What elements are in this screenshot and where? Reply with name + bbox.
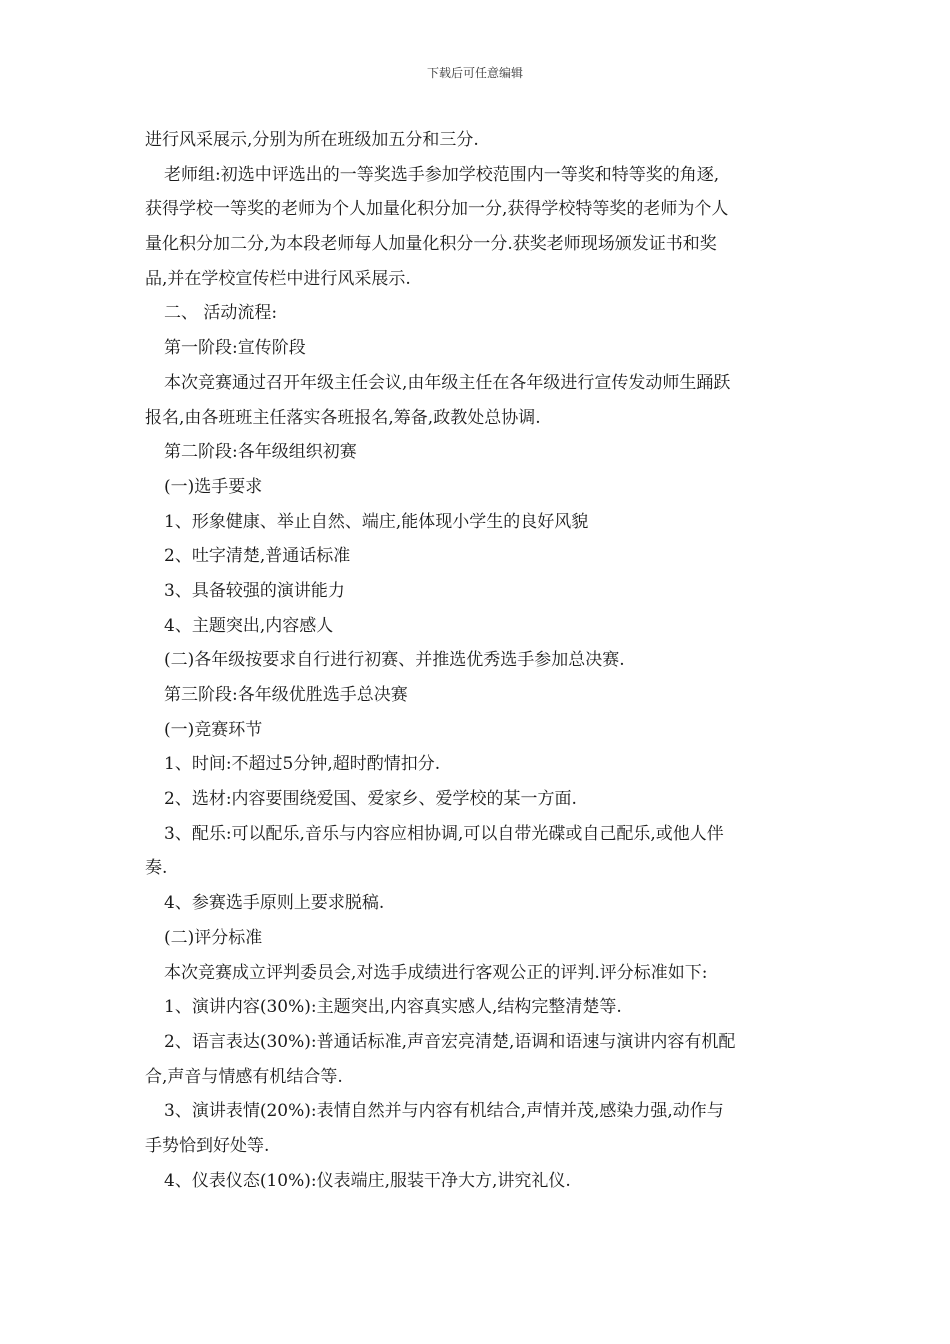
paragraph-line: 1、形象健康、举止自然、端庄,能体现小学生的良好风貌 bbox=[164, 511, 589, 532]
paragraph-line: (一)竞赛环节 bbox=[164, 719, 263, 740]
paragraph-line: 手势恰到好处等. bbox=[145, 1135, 270, 1156]
paragraph-line: 合,声音与情感有机结合等. bbox=[145, 1066, 343, 1087]
paragraph-line: 进行风采展示,分别为所在班级加五分和三分. bbox=[145, 130, 479, 150]
paragraph-line: 3、演讲表情(20%):表情自然并与内容有机结合,声情并茂,感染力强,动作与 bbox=[164, 1101, 724, 1122]
paragraph-line: 2、选材:内容要围绕爱国、爱家乡、爱学校的某一方面. bbox=[164, 789, 577, 810]
paragraph-line: 本次竞赛通过召开年级主任会议,由年级主任在各年级进行宣传发动师生踊跃 bbox=[164, 372, 731, 393]
paragraph-line: 4、参赛选手原则上要求脱稿. bbox=[164, 893, 385, 914]
paragraph-line: 3、配乐:可以配乐,音乐与内容应相协调,可以自带光碟或自己配乐,或他人伴 bbox=[164, 823, 724, 844]
paragraph-line: 3、具备较强的演讲能力 bbox=[164, 580, 345, 601]
paragraph-line: 第二阶段:各年级组织初赛 bbox=[164, 442, 357, 463]
paragraph-line: 第三阶段:各年级优胜选手总决赛 bbox=[164, 685, 408, 705]
paragraph-line: 1、时间:不超过5分钟,超时酌情扣分. bbox=[164, 754, 441, 775]
paragraph-line: 品,并在学校宣传栏中进行风采展示. bbox=[145, 268, 411, 289]
paragraph-line: (一)选手要求 bbox=[164, 476, 263, 497]
paragraph-line: 报名,由各班班主任落实各班报名,筹备,政教处总协调. bbox=[145, 407, 541, 428]
paragraph-line: 量化积分加二分,为本段老师每人加量化积分一分.获奖老师现场颁发证书和奖 bbox=[145, 234, 717, 255]
paragraph-line: 本次竞赛成立评判委员会,对选手成绩进行客观公正的评判.评分标准如下: bbox=[164, 962, 708, 983]
paragraph-line: 二、 活动流程: bbox=[164, 303, 278, 324]
paragraph-line: (二)各年级按要求自行进行初赛、并推选优秀选手参加总决赛. bbox=[164, 650, 625, 671]
page-header: 下载后可任意编辑 bbox=[426, 66, 523, 80]
paragraph-line: 1、演讲内容(30%):主题突出,内容真实感人,结构完整清楚等. bbox=[164, 997, 622, 1018]
paragraph-line: 获得学校一等奖的老师为个人加量化积分加一分,获得学校特等奖的老师为个人 bbox=[145, 199, 729, 220]
paragraph-line: 4、仪表仪态(10%):仪表端庄,服装干净大方,讲究礼仪. bbox=[164, 1170, 571, 1191]
paragraph-line: 2、语言表达(30%):普通话标准,声音宏亮清楚,语调和语速与演讲内容有机配 bbox=[164, 1031, 736, 1052]
document-body bbox=[145, 123, 810, 1198]
paragraph-line: 2、吐字清楚,普通话标准 bbox=[164, 546, 351, 567]
paragraph-line: 老师组:初选中评选出的一等奖选手参加学校范围内一等奖和特等奖的角逐, bbox=[164, 164, 720, 185]
paragraph-line: 奏. bbox=[145, 858, 168, 879]
paragraph-line: (二)评分标准 bbox=[164, 927, 263, 948]
paragraph-line: 4、主题突出,内容感人 bbox=[164, 615, 334, 636]
paragraph-line: 第一阶段:宣传阶段 bbox=[164, 338, 306, 359]
